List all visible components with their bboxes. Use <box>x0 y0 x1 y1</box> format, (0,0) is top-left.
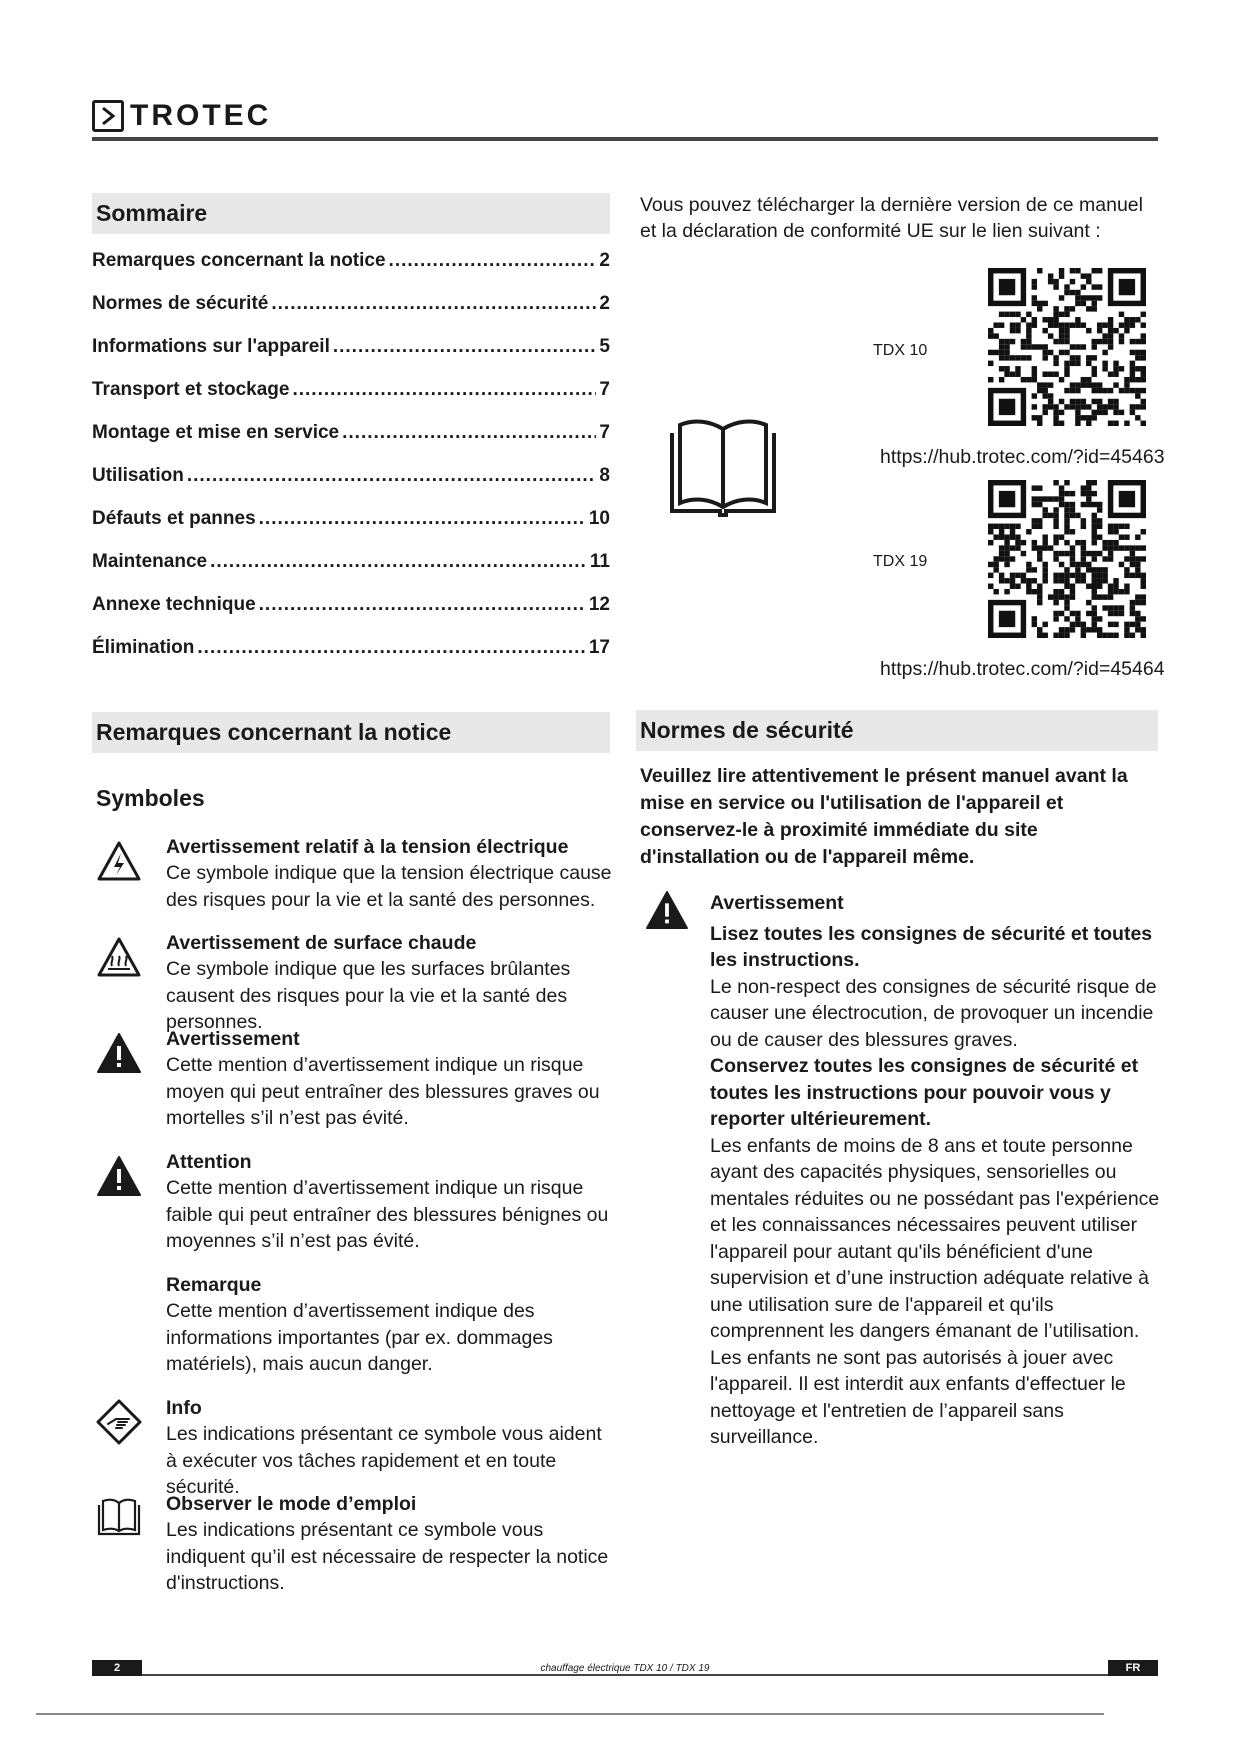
toc-dot-leader <box>292 379 596 401</box>
caution-icon <box>96 1155 142 1201</box>
toc-entry-page: 7 <box>599 422 610 443</box>
toc-entry-page: 2 <box>599 250 610 271</box>
toc-entry[interactable] <box>92 336 610 379</box>
symbols-heading: Symboles <box>96 785 205 811</box>
toc-entry-label: Normes de sécurité <box>92 293 269 314</box>
toc-entry-page: 17 <box>588 637 610 658</box>
page-number: 2 <box>92 1660 142 1676</box>
toc-entry-label: Informations sur l'appareil <box>92 336 330 357</box>
symbol-desc: Cette mention d’avertissement indique un risque moyen qui peut entraîner des blessures graves ou mortelles s’il n’est pas évité. <box>166 1054 600 1129</box>
electric-warning-icon <box>96 840 142 886</box>
trotec-logo <box>92 98 271 134</box>
toc-entry[interactable] <box>92 465 610 508</box>
hot-surface-icon <box>96 936 142 982</box>
language-badge: FR <box>1108 1660 1158 1676</box>
toc-entry[interactable] <box>92 250 610 293</box>
notice-section-title: Remarques concernant la notice <box>92 712 610 753</box>
toc-entry-page: 12 <box>588 594 610 615</box>
symbol-desc: Cette mention d’avertissement indique un risque faible qui peut entraîner des blessures bénignes ou moyennes s’il n’est pas évité. <box>166 1177 609 1252</box>
toc-dot-leader <box>389 250 597 272</box>
manual-book-icon <box>96 1497 142 1543</box>
symbol-desc: Les indications présentant ce symbole vous indiquent qu’il est nécessaire de respecter la notice d'instructions. <box>166 1519 609 1594</box>
toc-entry-label: Remarques concernant la notice <box>92 250 386 271</box>
warning-icon <box>645 890 689 930</box>
download-info-text: Vous pouvez télécharger la dernière version de ce manuel et la déclaration de conformité UE sur le lien suivant : <box>640 194 1143 242</box>
toc-entry-page: 7 <box>599 379 610 400</box>
toc-entry[interactable] <box>92 508 610 551</box>
toc-entry-page: 11 <box>589 551 610 572</box>
toc-entry[interactable] <box>92 594 610 637</box>
toc-entry-page: 5 <box>599 336 610 357</box>
toc-entry-label: Défauts et pannes <box>92 508 256 529</box>
safety-warning-block <box>710 890 1165 1451</box>
symbol-title: Attention <box>166 1151 252 1173</box>
manual-book-icon <box>664 415 782 521</box>
warning-icon <box>96 1032 142 1078</box>
brand-name: TROTEC <box>130 99 272 132</box>
symbol-title: Avertissement <box>166 1028 300 1050</box>
safety-section-title: Normes de sécurité <box>636 710 1158 751</box>
bottom-divider <box>36 1713 1104 1715</box>
safety-text-3: Les enfants ne sont pas autorisés à jouer avec l'appareil. Il est interdit aux enfants d'effectuer le nettoyage et l'entretien de l’appareil sans surveillance. <box>710 1346 1126 1448</box>
qr-code-tdx19[interactable] <box>988 480 1146 638</box>
qr-code-tdx10[interactable] <box>988 268 1146 426</box>
footer-doc-title: chauffage électrique TDX 10 / TDX 19 <box>540 1662 710 1674</box>
toc-dot-leader <box>333 336 597 358</box>
toc-entry-label: Maintenance <box>92 551 208 572</box>
toc-entry-label: Annexe technique <box>92 594 256 615</box>
toc-dot-leader <box>259 594 586 616</box>
toc-entry-page: 2 <box>599 293 610 314</box>
qr-link-tdx10[interactable]: https://hub.trotec.com/?id=45463 <box>880 446 1165 468</box>
symbol-desc: Ce symbole indique que les surfaces brûlantes causent des risques pour la vie et la santé des personnes. <box>166 958 571 1033</box>
symbol-title: Avertissement relatif à la tension électrique <box>166 836 569 858</box>
toc-dot-leader <box>259 508 586 530</box>
toc-entry-page: 10 <box>588 508 610 529</box>
qr-label-tdx10: TDX 10 <box>873 342 928 359</box>
toc-entry-page: 8 <box>599 465 610 486</box>
symbol-desc: Ce symbole indique que la tension électrique cause des risques pour la vie et la santé des personnes. <box>166 862 612 911</box>
header-divider <box>92 137 1158 141</box>
symbol-title: Info <box>166 1397 202 1419</box>
safety-bold-1: Lisez toutes les consignes de sécurité et toutes les instructions. <box>710 922 1153 971</box>
toc-dot-leader <box>342 422 596 444</box>
toc-entry[interactable] <box>92 379 610 422</box>
safety-text-1: Le non-respect des consignes de sécurité risque de causer une électrocution, de provoquer un incendie ou de causer des blessures graves. <box>710 975 1157 1051</box>
symbol-desc: Les indications présentant ce symbole vous aident à exécuter vos tâches rapidement et en toute sécurité. <box>166 1423 602 1498</box>
toc-dot-leader <box>197 637 585 659</box>
chevron-right-icon <box>92 100 124 132</box>
toc-entry[interactable] <box>92 551 610 594</box>
toc-dot-leader <box>271 293 596 315</box>
safety-intro: Veuillez lire attentivement le présent manuel avant la mise en service ou l'utilisation de l'appareil et conservez-le à proximité immédiate du site d'installation ou de l'appareil même. <box>640 765 1128 868</box>
safety-text-2: Les enfants de moins de 8 ans et toute personne ayant des capacités physiques, sensorielles ou mentales réduites ou ne possédant pas l'expérience et les connaissances nécessaires peuvent utiliser l'appareil pour autant qu'ils bénéficient d'une supervision et d’une instruction adéquate relative à une utilisation sure de l'appareil et qu'ils comprennent les dangers émanant de l’utilisation. <box>710 1134 1160 1342</box>
symbol-title: Remarque <box>166 1274 262 1296</box>
qr-label-tdx19: TDX 19 <box>873 553 928 570</box>
qr-link-tdx19[interactable]: https://hub.trotec.com/?id=45464 <box>880 658 1165 680</box>
info-hand-icon <box>96 1399 142 1445</box>
toc-dot-leader <box>187 465 597 487</box>
toc-entry-label: Transport et stockage <box>92 379 290 400</box>
symbol-title: Observer le mode d’emploi <box>166 1493 417 1515</box>
table-of-contents <box>92 250 610 680</box>
toc-entry[interactable] <box>92 637 610 680</box>
toc-dot-leader <box>210 551 587 573</box>
safety-warning-title: Avertissement <box>710 892 844 914</box>
safety-bold-2: Conservez toutes les consignes de sécurité et toutes les instructions pour pouvoir vous y reporter ultérieurement. <box>710 1055 1139 1130</box>
toc-entry-label: Utilisation <box>92 465 184 486</box>
toc-title: Sommaire <box>92 193 610 234</box>
symbol-title: Avertissement de surface chaude <box>166 932 477 954</box>
symbol-desc: Cette mention d’avertissement indique des informations importantes (par ex. dommages matériels), mais aucun danger. <box>166 1300 553 1375</box>
toc-entry[interactable] <box>92 422 610 465</box>
toc-entry-label: Élimination <box>92 637 195 658</box>
toc-entry-label: Montage et mise en service <box>92 422 340 443</box>
toc-entry[interactable] <box>92 293 610 336</box>
